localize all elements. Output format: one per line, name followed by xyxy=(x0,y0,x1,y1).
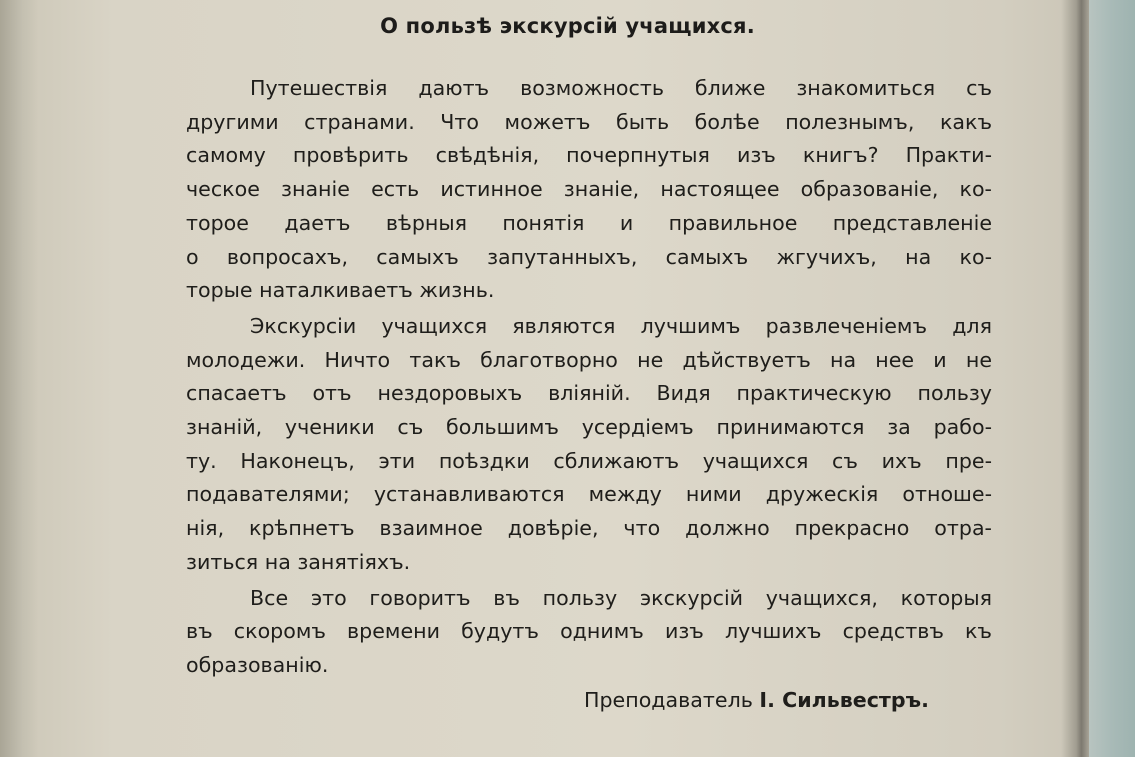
paragraph-2 xyxy=(186,310,992,580)
text-line: самому провѣрить свѣдѣнія, почерпнутыя изъ книгъ? Практи- xyxy=(186,143,992,168)
text-line: Путешествія даютъ возможность ближе знакомиться съ xyxy=(250,76,992,100)
text-line: подавателями; устанавливаются между ними дружескія отноше- xyxy=(186,482,992,507)
paragraph-1 xyxy=(186,72,992,308)
text-line: торые наталкиваетъ жизнь. xyxy=(186,278,495,303)
text-line: въ скоромъ времени будутъ однимъ изъ лучшихъ средствъ къ xyxy=(186,619,992,644)
text-line: молодежи. Ничто такъ благотворно не дѣйствуетъ на нее и не xyxy=(186,347,992,372)
text-line: спасаетъ отъ нездоровыхъ вліяній. Видя практическую пользу xyxy=(186,381,992,406)
adjacent-page-edge xyxy=(1089,0,1135,757)
text-line: другими странами. Что можетъ быть болѣе полезнымъ, какъ xyxy=(186,109,992,134)
text-line: образованію. xyxy=(186,652,329,677)
text-line: торое даетъ вѣрныя понятія и правильное представленіе xyxy=(186,210,992,235)
text-line: знаній, ученики съ большимъ усердіемъ принимаются за рабо- xyxy=(186,415,992,440)
article-title: О пользѣ экскурсій учащихся. xyxy=(380,14,755,38)
text-line: о вопросахъ, самыхъ запутанныхъ, самыхъ жгучихъ, на ко- xyxy=(186,244,992,269)
text-line: Все это говоритъ въ пользу экскурсій учащихся, которыя xyxy=(250,585,992,610)
text-line: ту. Наконецъ, эти поѣздки сближаютъ учащихся съ ихъ пре- xyxy=(186,448,992,473)
text-line: нія, крѣпнетъ взаимное довѣріе, что должно прекрасно отра- xyxy=(186,516,992,541)
signature-role: Преподаватель xyxy=(584,688,753,712)
signature xyxy=(584,688,929,712)
text-line: зиться на занятіяхъ. xyxy=(186,549,411,574)
article-body xyxy=(186,72,992,683)
text-line: Экскурсіи учащихся являются лучшимъ развлеченіемъ для xyxy=(250,313,992,338)
text-line: ческое знаніе есть истинное знаніе, настоящее образованіе, ко- xyxy=(186,177,992,202)
signature-name: І. Сильвестръ. xyxy=(759,688,929,712)
paragraph-3 xyxy=(186,582,992,683)
page-left-edge xyxy=(0,0,38,757)
